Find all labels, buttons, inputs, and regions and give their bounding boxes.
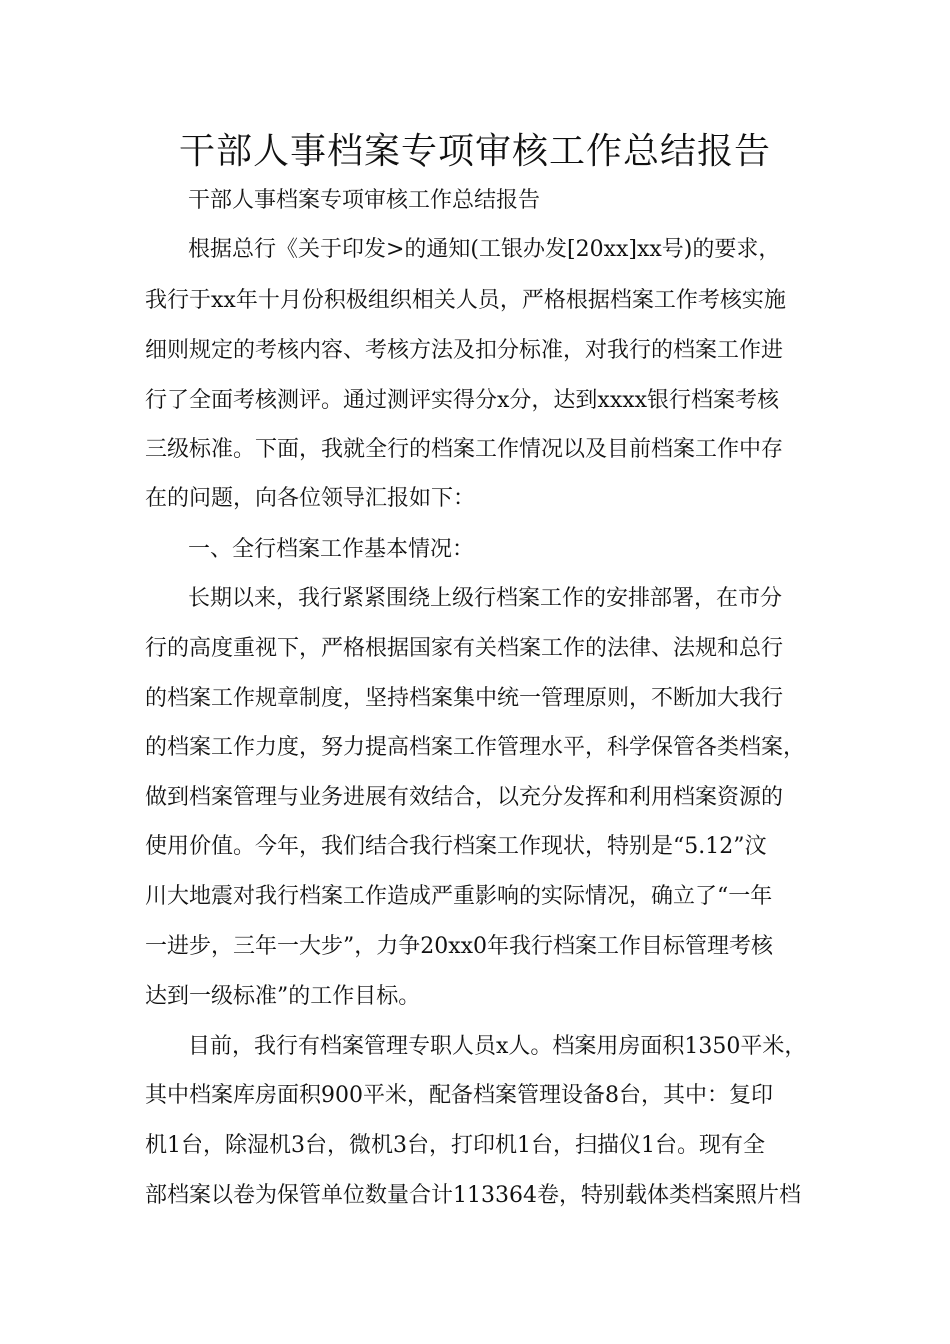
paragraph-line: 的档案工作力度，努力提高档案工作管理水平，科学保管各类档案， — [145, 735, 806, 760]
paragraph-line: 三级标准。下面，我就全行的档案工作情况以及目前档案工作中存 — [145, 437, 784, 462]
paragraph-line: 我行于xx年十月份积极组织相关人员，严格根据档案工作考核实施 — [145, 288, 786, 313]
paragraph-line: 目前，我行有档案管理专职人员x人。档案用房面积1350平米， — [188, 1034, 807, 1059]
paragraph-line: 部档案以卷为保管单位数量合计113364卷，特别载体类档案照片档 — [145, 1183, 801, 1208]
paragraph-line: 根据总行《关于印发>的通知(工银办发[20xx]xx号)的要求， — [188, 237, 781, 262]
paragraph-line: 一进步，三年一大步”，力争20xx0年我行档案工作目标管理考核 — [145, 934, 774, 959]
paragraph-line: 细则规定的考核内容、考核方法及扣分标准，对我行的档案工作进 — [145, 338, 784, 363]
paragraph-line: 川大地震对我行档案工作造成严重影响的实际情况，确立了“一年 — [145, 884, 773, 909]
paragraph-line: 其中档案库房面积900平米，配备档案管理设备8台，其中：复印 — [145, 1083, 773, 1108]
paragraph-line: 长期以来，我行紧紧围绕上级行档案工作的安排部署，在市分 — [188, 586, 783, 611]
paragraph-line: 行了全面考核测评。通过测评实得分x分，达到xxxx银行档案考核 — [145, 388, 780, 413]
document-title: 干部人事档案专项审核工作总结报告 — [178, 131, 771, 172]
paragraph-line: 在的问题，向各位领导汇报如下： — [145, 486, 476, 511]
paragraph-line: 做到档案管理与业务进展有效结合，以充分发挥和利用档案资源的 — [145, 785, 784, 810]
paragraph-line: 的档案工作规章制度，坚持档案集中统一管理原则，不断加大我行 — [145, 686, 784, 711]
paragraph-line: 使用价值。今年，我们结合我行档案工作现状，特别是“5.12”汶 — [145, 834, 767, 859]
paragraph-line: 机1台，除湿机3台，微机3台，打印机1台，扫描仪1台。现有全 — [145, 1133, 765, 1158]
paragraph-line: 达到一级标准”的工作目标。 — [145, 984, 421, 1009]
paragraph-line: 行的高度重视下，严格根据国家有关档案工作的法律、法规和总行 — [145, 636, 784, 661]
section-heading: 一、全行档案工作基本情况： — [188, 537, 475, 562]
subtitle-line: 干部人事档案专项审核工作总结报告 — [188, 188, 541, 213]
